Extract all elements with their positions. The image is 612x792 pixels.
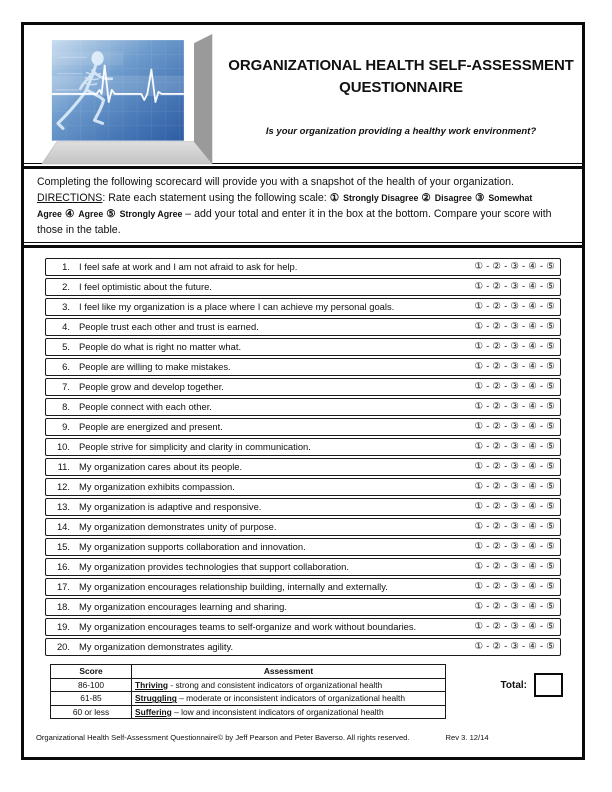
question-number: 3. (62, 301, 70, 312)
question-text: People connect with each other. (79, 401, 212, 412)
rating-scale[interactable]: ① - ② - ③ - ④ - ⑤ (474, 561, 555, 572)
rating-scale[interactable]: ① - ② - ③ - ④ - ⑤ (474, 301, 555, 312)
question-number: 6. (62, 361, 70, 372)
rating-scale[interactable]: ① - ② - ③ - ④ - ⑤ (474, 261, 555, 272)
question-number: 14. (56, 521, 70, 532)
question-text: My organization encourages teams to self-organize and work without boundaries. (79, 621, 417, 632)
question-text: My organization encourages learning and sharing. (79, 601, 287, 612)
rating-scale[interactable]: ① - ② - ③ - ④ - ⑤ (474, 421, 555, 432)
question-text: People do what is right no matter what. (79, 341, 242, 352)
question-text: My organization encourages relationship building, internally and externally. (79, 581, 388, 592)
assessment-term: Thriving (135, 679, 169, 690)
question-number: 1. (62, 261, 70, 272)
scale-1-label: Strongly Disagree (343, 193, 419, 203)
question-text: People trust each other and trust is earned. (79, 321, 259, 332)
table-row (45, 378, 561, 396)
revision-text: Rev 3. 12/14 (445, 733, 489, 742)
question-number: 2. (62, 281, 70, 292)
question-text: My organization exhibits compassion. (79, 481, 235, 492)
assessment-term: Struggling (135, 693, 177, 704)
directions-intro: : Rate each statement using the following scale: (102, 192, 327, 204)
assessment-header: Assessment (132, 665, 446, 679)
rating-scale[interactable]: ① - ② - ③ - ④ - ⑤ (474, 461, 555, 472)
rating-scale[interactable]: ① - ② - ③ - ④ - ⑤ (474, 521, 555, 532)
assessment-term: Suffering (135, 706, 172, 717)
score-summary-row (24, 664, 582, 719)
question-number: 19. (56, 621, 70, 632)
table-row (45, 558, 561, 576)
header-logo (24, 25, 220, 163)
question-number: 17. (56, 581, 70, 592)
questionnaire-body (45, 258, 561, 656)
directions-label: DIRECTIONS (37, 192, 103, 204)
rating-scale[interactable]: ① - ② - ③ - ④ - ⑤ (474, 541, 555, 552)
copyright-text: Organizational Health Self-Assessment Questionnaire© by Jeff Pearson and Peter Baverso. All rights reserved. (36, 733, 410, 742)
table-row (45, 638, 561, 656)
rating-scale[interactable]: ① - ② - ③ - ④ - ⑤ (474, 441, 555, 452)
score-table-body (51, 665, 446, 719)
rating-scale[interactable]: ① - ② - ③ - ④ - ⑤ (474, 501, 555, 512)
question-number: 10. (56, 441, 70, 452)
scale-4-label: Agree (78, 209, 104, 219)
table-row (45, 598, 561, 616)
table-row (45, 618, 561, 636)
question-text: People are willing to make mistakes. (79, 361, 231, 372)
table-row (45, 318, 561, 336)
question-text: I feel safe at work and I am not afraid to ask for help. (79, 261, 298, 272)
table-row (45, 298, 561, 316)
question-text: I feel like my organization is a place where I can achieve my personal goals. (79, 301, 395, 312)
rating-scale[interactable]: ① - ② - ③ - ④ - ⑤ (474, 361, 555, 372)
assessment-description: – low and inconsistent indicators of organizational health (171, 706, 384, 717)
table-row (45, 518, 561, 536)
table-row (45, 338, 561, 356)
question-text: My organization supports collaboration and innovation. (79, 541, 306, 552)
rating-scale[interactable]: ① - ② - ③ - ④ - ⑤ (474, 281, 555, 292)
logo-picture (52, 40, 184, 141)
score-range: 86-100 (51, 678, 132, 692)
logo-3d-floor (42, 142, 213, 164)
question-number: 18. (56, 601, 70, 612)
table-row (45, 358, 561, 376)
assessment-cell (132, 692, 446, 706)
table-row (45, 578, 561, 596)
question-number: 13. (56, 501, 70, 512)
question-text: My organization demonstrates unity of purpose. (79, 521, 277, 532)
table-row (45, 438, 561, 456)
rating-scale[interactable]: ① - ② - ③ - ④ - ⑤ (474, 481, 555, 492)
header (24, 25, 582, 163)
score-row (51, 705, 446, 719)
score-row (51, 692, 446, 706)
rating-scale[interactable]: ① - ② - ③ - ④ - ⑤ (474, 621, 555, 632)
question-text: People are energized and present. (79, 421, 223, 432)
page-subtitle: Is your organization providing a healthy work environment? (265, 126, 537, 137)
question-number: 9. (62, 421, 70, 432)
score-range: 61-85 (51, 692, 132, 706)
question-number: 8. (62, 401, 70, 412)
question-text: My organization cares about its people. (79, 461, 243, 472)
score-row (51, 678, 446, 692)
table-row (45, 458, 561, 476)
question-number: 20. (56, 641, 70, 652)
assessment-description: – moderate or inconsistent indicators of organizational health (176, 693, 405, 704)
logo-3d-wall (194, 34, 212, 164)
question-text: I feel optimistic about the future. (79, 281, 212, 292)
rating-scale[interactable]: ① - ② - ③ - ④ - ⑤ (474, 381, 555, 392)
scale-3-label: Somewhat Agree (37, 193, 533, 219)
table-row (45, 498, 561, 516)
total-label: Total: (500, 679, 527, 691)
scale-1-icon: ① (329, 192, 340, 204)
total-field (501, 673, 563, 697)
question-text: People grow and develop together. (79, 381, 224, 392)
score-range: 60 or less (51, 705, 132, 719)
scale-2-icon: ② (421, 192, 431, 204)
table-row (45, 478, 561, 496)
rating-scale[interactable]: ① - ② - ③ - ④ - ⑤ (474, 321, 555, 332)
score-table-header-row (51, 665, 446, 679)
runner-ekg-logo-image (39, 33, 215, 165)
rating-scale[interactable]: ① - ② - ③ - ④ - ⑤ (474, 341, 555, 352)
questionnaire-table (45, 256, 561, 658)
question-number: 15. (56, 541, 70, 552)
question-text: My organization demonstrates agility. (79, 641, 234, 652)
table-row (45, 398, 561, 416)
table-row (45, 258, 561, 276)
table-row (45, 278, 561, 296)
scale-4-icon: ④ (64, 208, 75, 220)
assessment-cell (132, 705, 446, 719)
question-number: 4. (62, 321, 70, 332)
question-text: My organization is adaptive and responsive. (79, 501, 262, 512)
scale-3-icon: ③ (474, 192, 485, 204)
score-table (50, 664, 446, 719)
table-row (45, 418, 561, 436)
question-text: People strive for simplicity and clarity in communication. (79, 441, 311, 452)
assessment-description: - strong and consistent indicators of organizational health (168, 679, 383, 690)
rating-scale[interactable]: ① - ② - ③ - ④ - ⑤ (474, 581, 555, 592)
question-number: 11. (57, 461, 70, 472)
table-row (45, 538, 561, 556)
question-number: 7. (62, 381, 70, 392)
directions-section (24, 169, 582, 242)
page-title: ORGANIZATIONAL HEALTH SELF-ASSESSMENT QUESTIONNAIRE (228, 57, 574, 96)
scale-2-label: Disagree (434, 193, 472, 203)
score-header: Score (51, 665, 132, 679)
title-block (220, 25, 582, 163)
main-content (24, 248, 582, 742)
scale-5-icon: ⑤ (106, 208, 116, 220)
total-input-box[interactable] (534, 673, 563, 697)
form-page-frame (21, 22, 585, 760)
rating-scale[interactable]: ① - ② - ③ - ④ - ⑤ (474, 401, 555, 412)
question-number: 12. (56, 481, 70, 492)
question-text: My organization provides technologies that support collaboration. (79, 561, 349, 572)
question-number: 5. (62, 341, 70, 352)
footer (24, 733, 582, 742)
question-number: 16. (56, 561, 70, 572)
rating-scale[interactable]: ① - ② - ③ - ④ - ⑤ (474, 641, 555, 652)
scale-5-label: Strongly Agree (119, 209, 183, 219)
assessment-cell (132, 678, 446, 692)
rating-scale[interactable]: ① - ② - ③ - ④ - ⑤ (474, 601, 555, 612)
directions-outro: – add your total and enter it in the box at the bottom. Compare your score with those in the table. (37, 208, 552, 236)
directions-line1: Completing the following scorecard will provide you with a snapshot of the health of your organization. (37, 176, 514, 188)
